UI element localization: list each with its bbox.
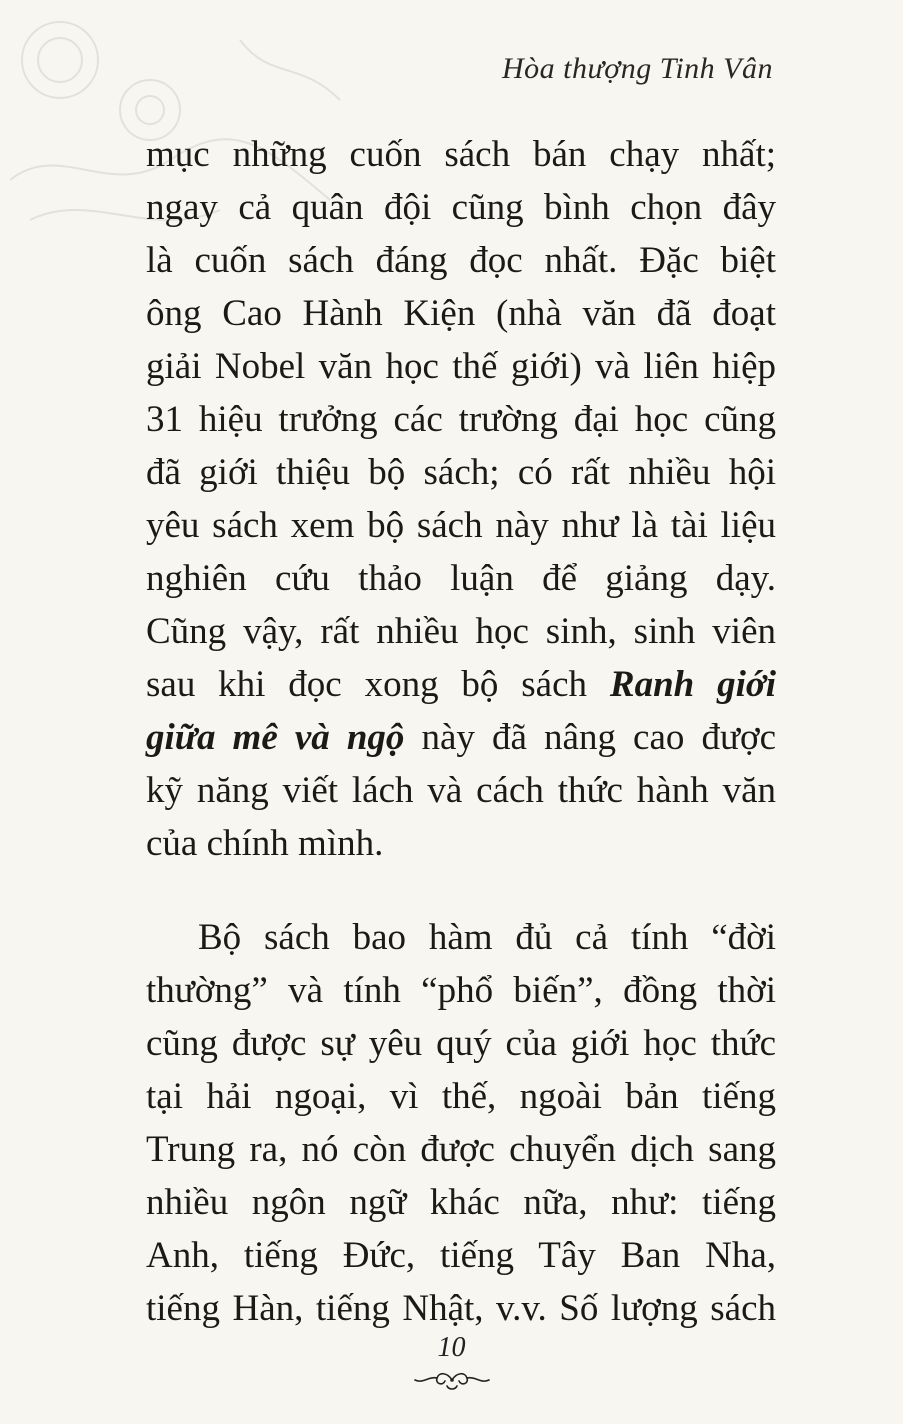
text-line: tại hải ngoại, vì thế, ngoài bản tiếng [146,1076,776,1117]
text-line: Trung ra, nó còn được chuyển dịch sang [146,1129,776,1170]
text-line: nhiều ngôn ngữ khác nữa, như: tiếng [146,1182,776,1223]
book-title-emphasis: giữa mê và ngộ [146,717,405,758]
text-line: sau khi đọc xong bộ sách Ranh giới [146,664,776,705]
text-line: giải Nobel văn học thế giới) và liên hiệp [146,346,776,387]
text-line: yêu sách xem bộ sách này như là tài liệu [146,505,776,546]
body-text [146,128,776,1335]
text-line: đã giới thiệu bộ sách; có rất nhiều hội [146,452,776,493]
text-line: thường” và tính “phổ biến”, đồng thời [146,970,776,1011]
text-line: kỹ năng viết lách và cách thức hành văn [146,770,776,811]
text-line: giữa mê và ngộ này đã nâng cao được [146,717,777,758]
text-line: ngay cả quân đội cũng bình chọn đây [146,187,776,228]
text-line: cũng được sự yêu quý của giới học thức [146,1023,776,1064]
text-line: Bộ sách bao hàm đủ cả tính “đời [198,917,776,958]
paragraph-1 [146,128,776,870]
text-line: ông Cao Hành Kiện (nhà văn đã đoạt [146,293,776,334]
page-number: 10 [437,1332,466,1363]
text-line: 31 hiệu trưởng các trường đại học cũng [146,399,776,440]
text-line: Cũng vậy, rất nhiều học sinh, sinh viên [146,611,776,652]
text-line: là cuốn sách đáng đọc nhất. Đặc biệt [146,240,776,281]
paragraph-2 [146,911,776,1335]
text-line: mục những cuốn sách bán chạy nhất; [146,134,776,175]
text-line: Anh, tiếng Đức, tiếng Tây Ban Nha, [146,1235,776,1276]
decorative-flourish-icon [411,1366,493,1394]
text-line: của chính mình. [146,823,384,864]
running-header-title: Hòa thượng Tinh Vân [501,52,773,85]
text-line: tiếng Hàn, tiếng Nhật, v.v. Số lượng sách [146,1288,776,1329]
text-line: nghiên cứu thảo luận để giảng dạy. [146,558,776,599]
book-title-emphasis: Ranh giới [609,664,776,705]
